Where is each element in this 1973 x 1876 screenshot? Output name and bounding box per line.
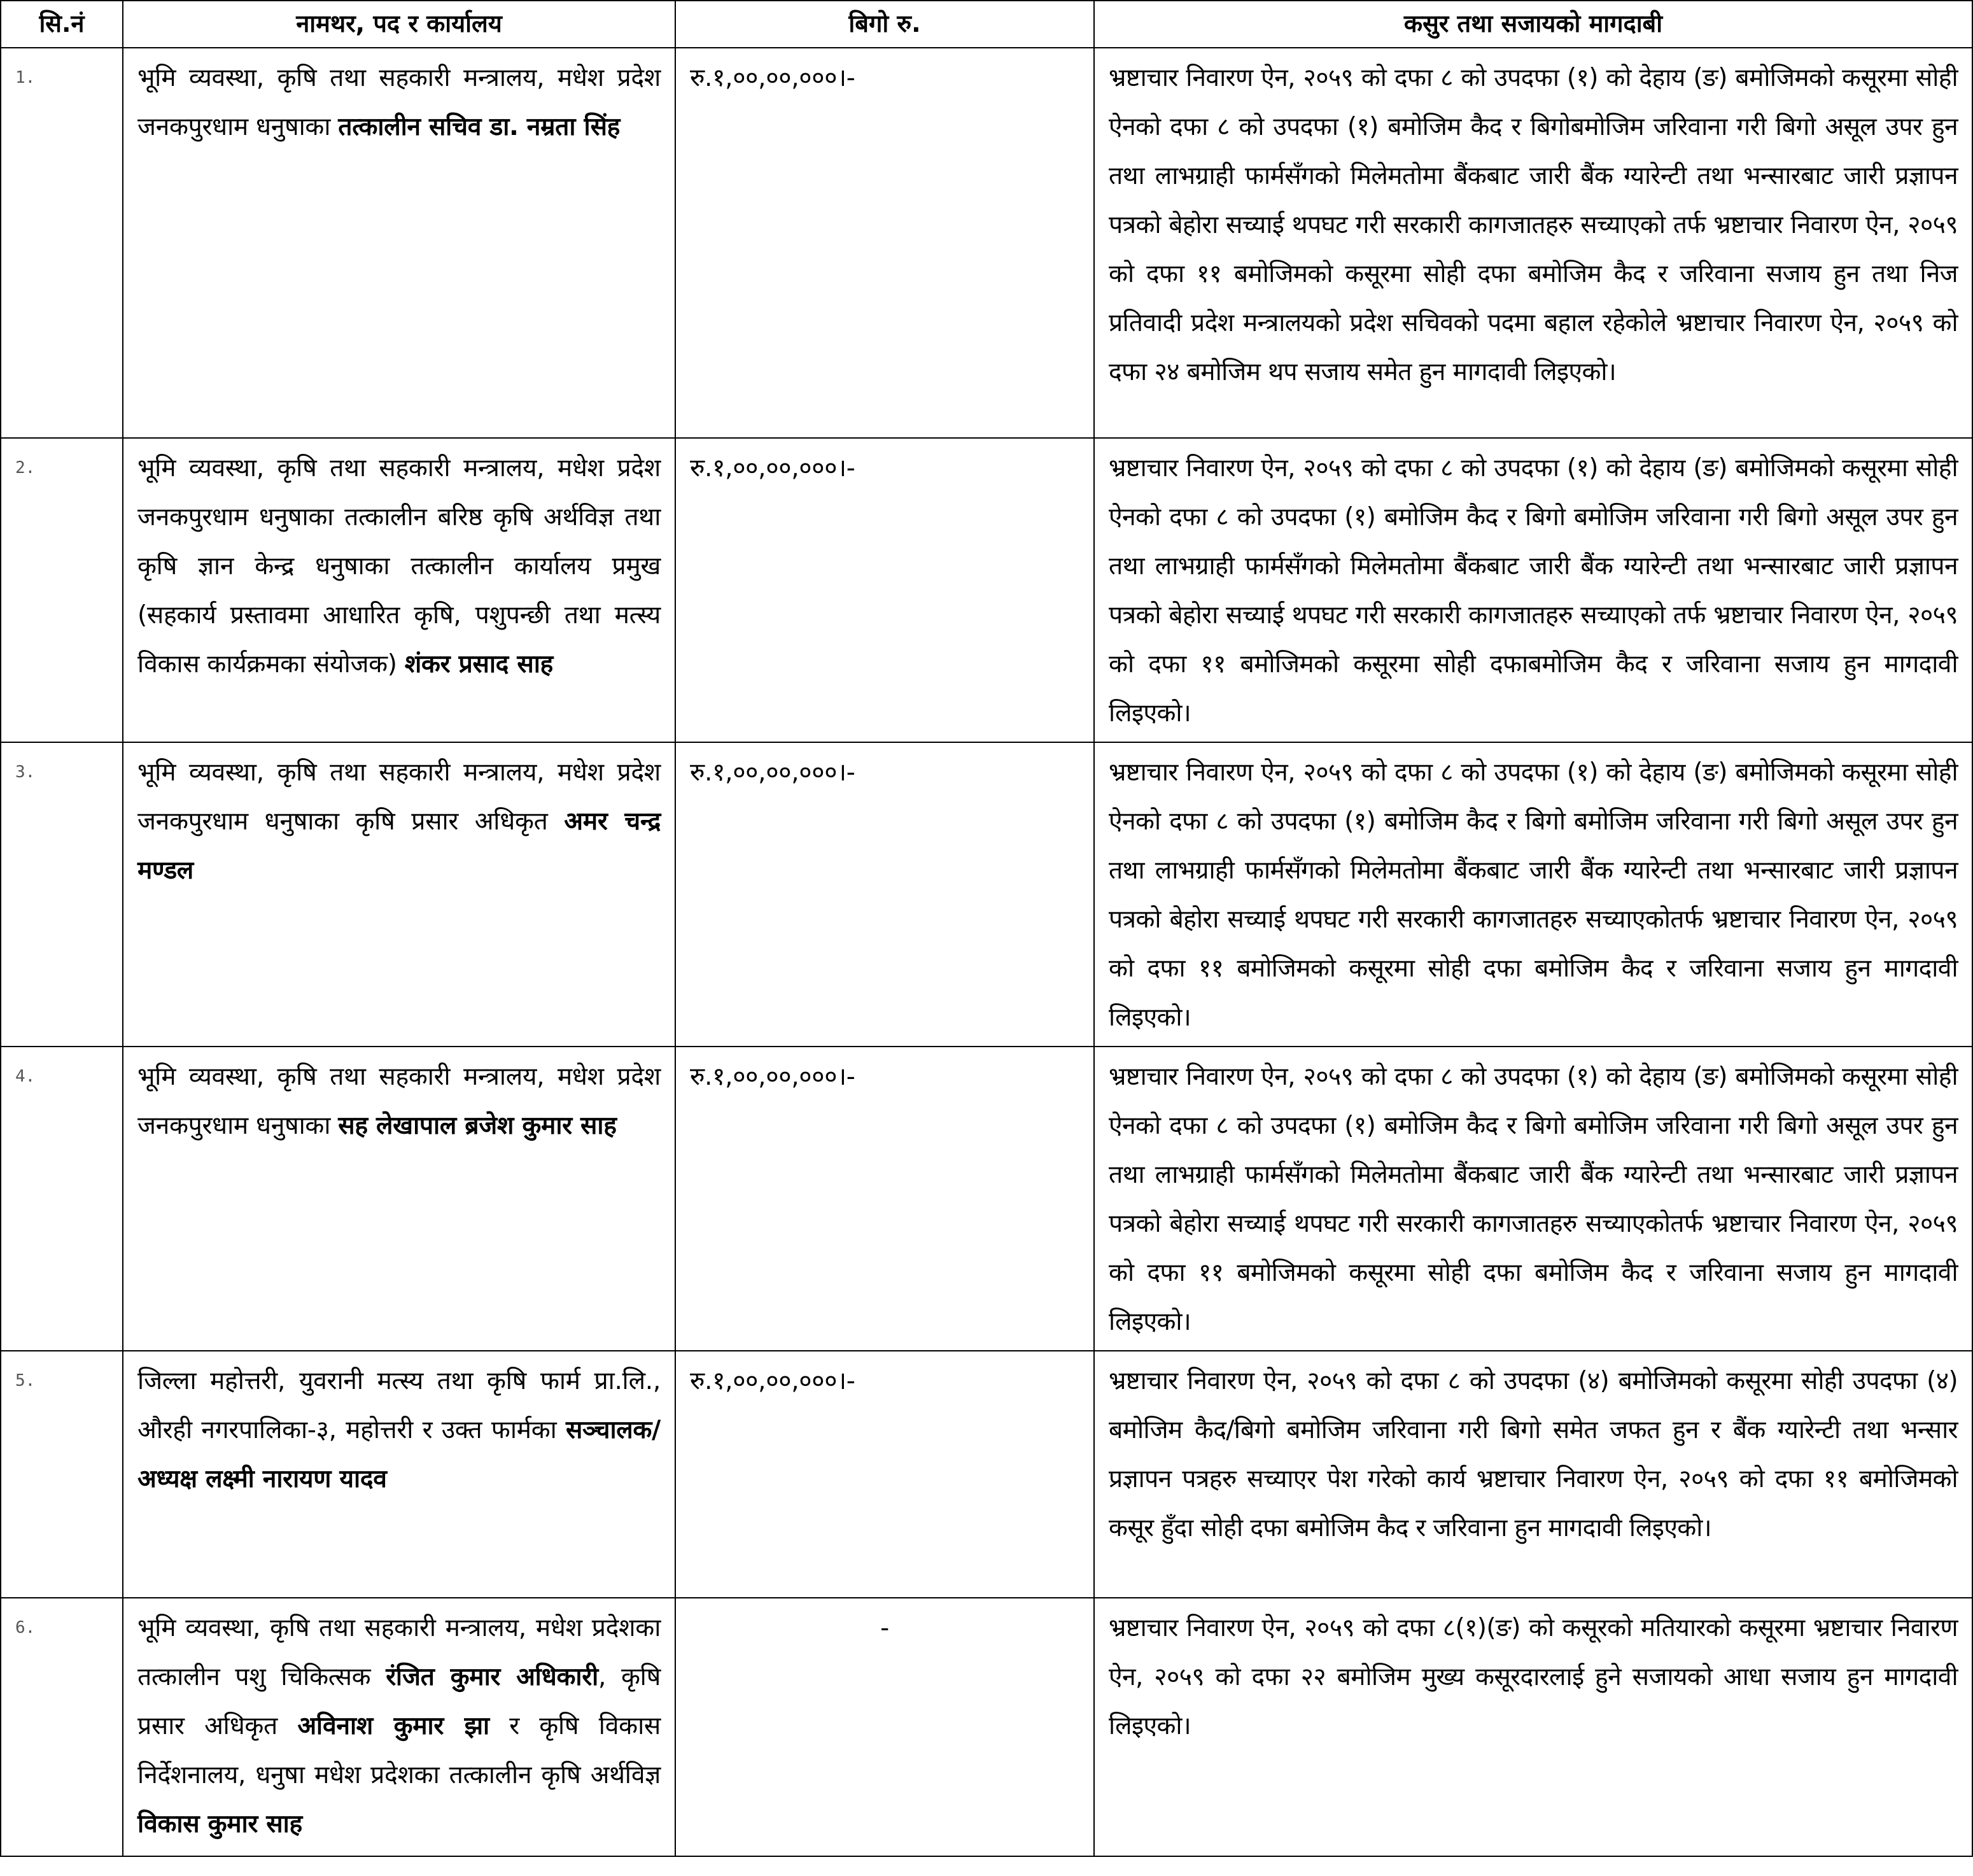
defendant-description-cell bbox=[123, 742, 675, 1047]
serial-number-cell: 5. bbox=[1, 1351, 123, 1598]
claim-cell: भ्रष्टाचार निवारण ऐन, २०५९ को दफा ८ को उपदफा (१) को देहाय (ङ) बमोजिमको कसूरमा सोही ऐनको दफा ८ को उपदफा (१) बमोजिम कैद र बिगो बमोजिम जरिवाना गरी बिगो असूल उपर हुन तथा लाभग्राही फार्मसँगको मिलेमतोमा बैंकबाट जारी बैंक ग्यारेन्टी तथा भन्सारबाट जारी प्रज्ञापन पत्रको बेहोरा सच्याई थपघट गरी सरकारी कागजातहरु सच्याएकोतर्फ भ्रष्टाचार निवारण ऐन, २०५९ को दफा ११ बमोजिमको कसूरमा सोही दफा बमोजिम कैद र जरिवाना सजाय हुन मागदावी लिइएको। bbox=[1094, 742, 1972, 1047]
defendant-description-cell bbox=[123, 1047, 675, 1351]
defendant-name: शंकर प्रसाद साह bbox=[404, 650, 553, 679]
defendant-name: सञ्चालक/अध्यक्ष लक्ष्मी नारायण यादव bbox=[137, 1416, 661, 1493]
table-row bbox=[1, 1351, 1972, 1598]
claim-cell: भ्रष्टाचार निवारण ऐन, २०५९ को दफा ८ को उपदफा (१) को देहाय (ङ) बमोजिमको कसूरमा सोही ऐनको दफा ८ को उपदफा (१) बमोजिम कैद र बिगोबमोजिम जरिवाना गरी बिगो असूल उपर हुन तथा लाभग्राही फार्मसँगको मिलेमतोमा बैंकबाट जारी बैंक ग्यारेन्टी तथा भन्सारबाट जारी प्रज्ञापन पत्रको बेहोरा सच्याई थपघट गरी सरकारी कागजातहरु सच्याएको तर्फ भ्रष्टाचार निवारण ऐन, २०५९ को दफा ११ बमोजिमको कसूरमा सोही दफा बमोजिम कैद र जरिवाना सजाय हुन तथा निज प्रतिवादी प्रदेश मन्त्रालयको प्रदेश सचिवको पदमा बहाल रहेकोले भ्रष्टाचार निवारण ऐन, २०५९ को दफा २४ बमोजिम थप सजाय समेत हुन मागदावी लिइएको। bbox=[1094, 48, 1972, 438]
description-text: , कृषि प्रसार अधिकृत bbox=[137, 1663, 661, 1740]
header-charge-and-penalty-claim: कसुर तथा सजायको मागदाबी bbox=[1094, 1, 1972, 48]
defendant-description-cell bbox=[123, 1351, 675, 1598]
amount-cell: - bbox=[675, 1598, 1094, 1856]
defendant-name: अविनाश कुमार झा bbox=[297, 1712, 489, 1740]
header-serial-number: सि.नं bbox=[1, 1, 123, 48]
defendant-name: तत्कालीन सचिव डा. नम्रता सिंह bbox=[338, 113, 621, 141]
serial-number-cell: 4. bbox=[1, 1047, 123, 1351]
serial-number-cell: 1. bbox=[1, 48, 123, 438]
table-row bbox=[1, 1047, 1972, 1351]
amount-cell: रु.१,००,००,०००।- bbox=[675, 48, 1094, 438]
defendant-description-cell bbox=[123, 438, 675, 742]
serial-number-cell: 3. bbox=[1, 742, 123, 1047]
claim-cell: भ्रष्टाचार निवारण ऐन, २०५९ को दफा ८(१)(ङ) को कसूरको मतियारको कसूरमा भ्रष्टाचार निवारण ऐन, २०५९ को दफा २२ बमोजिम मुख्य कसूरदारलाई हुने सजायको आधा सजाय हुन मागदावी लिइएको। bbox=[1094, 1598, 1972, 1856]
description-text: र कृषि विकास निर्देशनालय, धनुषा मधेश प्रदेशका तत्कालीन कृषि अर्थविज्ञ bbox=[137, 1712, 661, 1789]
description-text: भूमि व्यवस्था, कृषि तथा सहकारी मन्त्रालय, मधेश प्रदेशका तत्कालीन पशु चिकित्सक bbox=[137, 1614, 661, 1691]
description-text: भूमि व्यवस्था, कृषि तथा सहकारी मन्त्रालय, मधेश प्रदेश जनकपुरधाम धनुषाका तत्कालीन बरिष्ठ कृषि अर्थविज्ञ तथा कृषि ज्ञान केन्द्र धनुषाका तत्कालीन कार्यालय प्रमुख (सहकार्य प्रस्तावमा आधारित कृषि, पशुपन्छी तथा मत्स्य विकास कार्यक्रमका संयोजक) bbox=[137, 454, 661, 679]
header-amount: बिगो रु. bbox=[675, 1, 1094, 48]
table-row bbox=[1, 1598, 1972, 1856]
amount-cell: रु.१,००,००,०००।- bbox=[675, 742, 1094, 1047]
table-row bbox=[1, 438, 1972, 742]
defendant-name: रंजित कुमार अधिकारी bbox=[386, 1663, 598, 1691]
header-name-post-office: नामथर, पद र कार्यालय bbox=[123, 1, 675, 48]
defendant-name: अमर चन्द्र मण्डल bbox=[137, 807, 661, 885]
claim-cell: भ्रष्टाचार निवारण ऐन, २०५९ को दफा ८ को उपदफा (१) को देहाय (ङ) बमोजिमको कसूरमा सोही ऐनको दफा ८ को उपदफा (१) बमोजिम कैद र बिगो बमोजिम जरिवाना गरी बिगो असूल उपर हुन तथा लाभग्राही फार्मसँगको मिलेमतोमा बैंकबाट जारी बैंक ग्यारेन्टी तथा भन्सारबाट जारी प्रज्ञापन पत्रको बेहोरा सच्याई थपघट गरी सरकारी कागजातहरु सच्याएकोतर्फ भ्रष्टाचार निवारण ऐन, २०५९ को दफा ११ बमोजिमको कसूरमा सोही दफा बमोजिम कैद र जरिवाना सजाय हुन मागदावी लिइएको। bbox=[1094, 1047, 1972, 1351]
claim-cell: भ्रष्टाचार निवारण ऐन, २०५९ को दफा ८ को उपदफा (१) को देहाय (ङ) बमोजिमको कसूरमा सोही ऐनको दफा ८ को उपदफा (१) बमोजिम कैद र बिगो बमोजिम जरिवाना गरी बिगो असूल उपर हुन तथा लाभग्राही फार्मसँगको मिलेमतोमा बैंकबाट जारी बैंक ग्यारेन्टी तथा भन्सारबाट जारी प्रज्ञापन पत्रको बेहोरा सच्याई थपघट गरी सरकारी कागजातहरु सच्याएको तर्फ भ्रष्टाचार निवारण ऐन, २०५९ को दफा ११ बमोजिमको कसूरमा सोही दफाबमोजिम कैद र जरिवाना सजाय हुन मागदावी लिइएको। bbox=[1094, 438, 1972, 742]
serial-number-cell: 2. bbox=[1, 438, 123, 742]
claim-cell: भ्रष्टाचार निवारण ऐन, २०५९ को दफा ८ को उपदफा (४) बमोजिमको कसूरमा सोही उपदफा (४) बमोजिम कैद/बिगो बमोजिम जरिवाना गरी बिगो समेत जफत हुन र बैंक ग्यारेन्टी तथा भन्सार प्रज्ञापन पत्रहरु सच्याएर पेश गरेको कार्य भ्रष्टाचार निवारण ऐन, २०५९ को दफा ११ बमोजिमको कसूर हुँदा सोही दफा बमोजिम कैद र जरिवाना हुन मागदावी लिइएको। bbox=[1094, 1351, 1972, 1598]
description-text: भूमि व्यवस्था, कृषि तथा सहकारी मन्त्रालय, मधेश प्रदेश जनकपुरधाम धनुषाका bbox=[137, 64, 661, 141]
table-row bbox=[1, 48, 1972, 438]
amount-cell: रु.१,००,००,०००।- bbox=[675, 1351, 1094, 1598]
description-text: भूमि व्यवस्था, कृषि तथा सहकारी मन्त्रालय, मधेश प्रदेश जनकपुरधाम धनुषाका bbox=[137, 1062, 661, 1140]
description-text: जिल्ला महोत्तरी, युवरानी मत्स्य तथा कृषि फार्म प्रा.लि., औरही नगरपालिका-३, महोत्तरी र उक्त फार्मका bbox=[137, 1367, 661, 1444]
table-header-row bbox=[1, 1, 1972, 48]
table-row bbox=[1, 742, 1972, 1047]
defendant-description-cell bbox=[123, 1598, 675, 1856]
defendant-name: सह लेखापाल ब्रजेश कुमार साह bbox=[338, 1111, 617, 1140]
amount-cell: रु.१,००,००,०००।- bbox=[675, 438, 1094, 742]
defendant-description-cell bbox=[123, 48, 675, 438]
description-text: भूमि व्यवस्था, कृषि तथा सहकारी मन्त्रालय, मधेश प्रदेश जनकपुरधाम धनुषाका कृषि प्रसार अधिकृत bbox=[137, 758, 661, 836]
amount-cell: रु.१,००,००,०००।- bbox=[675, 1047, 1094, 1351]
serial-number-cell: 6. bbox=[1, 1598, 123, 1856]
defendant-name: विकास कुमार साह bbox=[137, 1810, 302, 1838]
